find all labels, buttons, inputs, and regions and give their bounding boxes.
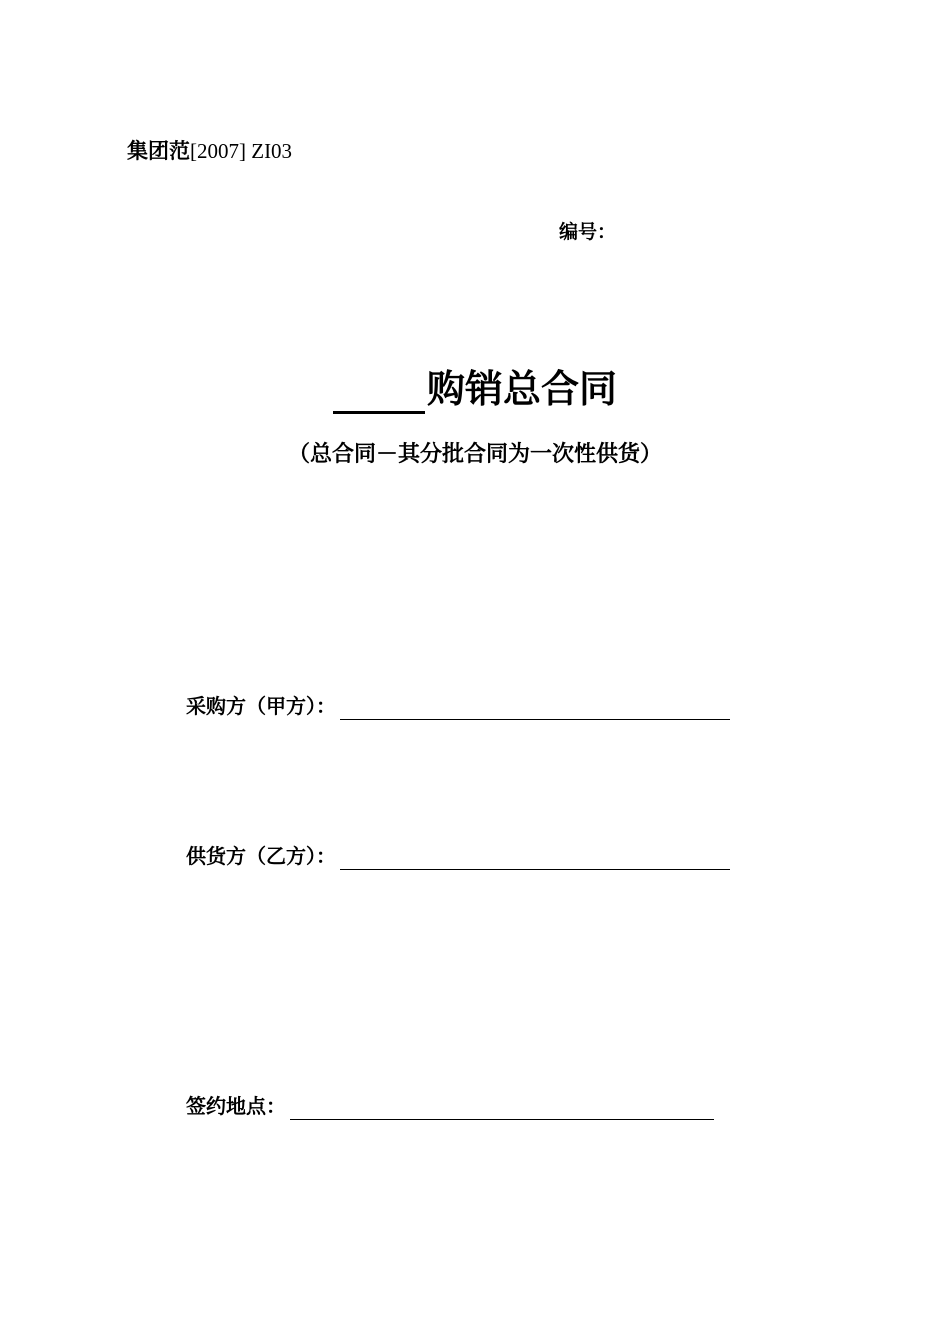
- title-blank-line[interactable]: [333, 367, 425, 414]
- supplier-input-line[interactable]: [340, 843, 730, 870]
- buyer-label: 采购方（甲方）：: [186, 694, 336, 718]
- contract-title: [0, 364, 950, 414]
- serial-number-label: 编号：: [559, 221, 617, 243]
- signing-place-input-line[interactable]: [290, 1093, 714, 1120]
- contract-subtitle: （总合同－其分批合同为一次性供货）: [287, 442, 662, 467]
- signing-place-label: 签约地点：: [186, 1094, 286, 1118]
- supplier-label: 供货方（乙方）：: [186, 844, 336, 868]
- signing-place-field: [186, 1092, 714, 1120]
- buyer-input-line[interactable]: [340, 693, 730, 720]
- document-code-prefix: 集团范: [127, 139, 190, 163]
- supplier-field: [186, 842, 730, 870]
- title-text: 购销总合同: [426, 367, 617, 411]
- buyer-field: [186, 692, 730, 720]
- document-code-number: [2007] ZI03: [190, 139, 293, 163]
- document-code: [127, 136, 292, 166]
